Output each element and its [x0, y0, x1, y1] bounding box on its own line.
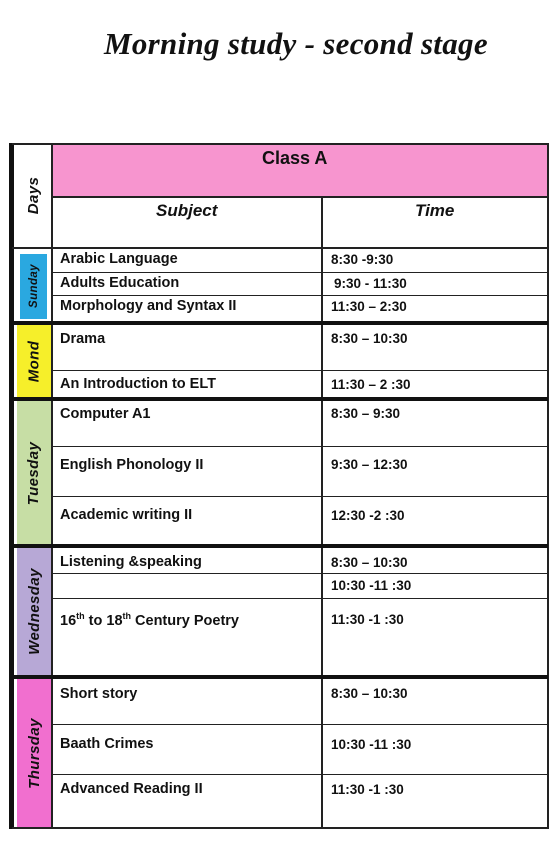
line-wed-1	[52, 573, 548, 574]
subject-cell: An Introduction to ELT	[60, 376, 216, 392]
time-cell: 9:30 – 12:30	[331, 457, 408, 472]
time-cell: 11:30 -1 :30	[331, 782, 404, 797]
day-sunday	[17, 250, 51, 322]
line-tue-2	[52, 496, 548, 497]
line-after-wednesday	[12, 675, 548, 679]
subject-cell: Baath Crimes	[60, 736, 154, 752]
time-col-border	[321, 197, 323, 829]
time-cell: 8:30 – 10:30	[331, 686, 408, 701]
day-monday	[17, 325, 51, 398]
line-below-class	[52, 196, 548, 198]
right-border	[547, 143, 549, 829]
subject-cell: Drama	[60, 331, 106, 347]
day-tuesday	[17, 401, 51, 545]
time-cell: 8:30 -9:30	[331, 252, 394, 267]
day-thursday	[17, 678, 51, 828]
bottom-border	[12, 827, 548, 829]
time-cell: 10:30 -11 :30	[331, 578, 412, 593]
day-wednesday	[17, 548, 51, 675]
day-label-monday: Mond	[25, 340, 43, 383]
subject-cell: Short story	[60, 686, 138, 702]
line-wed-2	[52, 598, 548, 599]
time-cell: 10:30 -11 :30	[331, 737, 412, 752]
line-sun-2	[52, 295, 548, 296]
days-header	[17, 143, 51, 247]
time-cell: 11:30 -1 :30	[331, 612, 404, 627]
subject-cell: Adults Education	[60, 275, 180, 291]
subject-cell: English Phonology II	[60, 457, 204, 473]
line-tue-1	[52, 446, 548, 447]
day-label-tuesday: Tuesday	[25, 441, 43, 505]
days-label: Days	[25, 176, 43, 214]
time-cell: 8:30 – 10:30	[331, 331, 408, 346]
subject-cell: Advanced Reading II	[60, 781, 203, 797]
line-after-monday	[12, 397, 548, 401]
top-border	[12, 143, 548, 145]
line-thu-2	[52, 774, 548, 775]
line-below-header	[12, 247, 548, 249]
time-header: Time	[415, 201, 455, 220]
subject-cell: Morphology and Syntax II	[60, 298, 237, 314]
subject-cell: Arabic Language	[60, 251, 178, 267]
subject-cell: Academic writing II	[60, 507, 193, 523]
time-cell: 11:30 – 2:30	[331, 299, 407, 314]
subject-cell: Listening &speaking	[60, 554, 202, 570]
day-label-thursday: Thursday	[25, 717, 43, 789]
day-label-wednesday: Wednesday	[25, 568, 43, 655]
line-thu-1	[52, 724, 548, 725]
time-cell: 11:30 – 2 :30	[331, 377, 411, 392]
class-label: Class A	[262, 148, 328, 168]
line-after-sunday	[12, 321, 548, 325]
line-after-tuesday	[12, 544, 548, 548]
line-sun-1	[52, 272, 548, 273]
time-cell: 9:30 - 11:30	[334, 276, 407, 291]
time-cell: 12:30 -2 :30	[331, 508, 405, 523]
line-mon-1	[52, 370, 548, 371]
subject-cell: Computer A1	[60, 406, 151, 422]
time-cell: 8:30 – 10:30	[331, 555, 408, 570]
subject-header: Subject	[156, 201, 218, 220]
left-border	[9, 143, 14, 829]
time-cell: 8:30 – 9:30	[331, 406, 401, 421]
day-label-sunday: Sunday	[28, 264, 40, 308]
page-title: Morning study - second stage	[104, 26, 488, 61]
subject-cell-poetry: 16th to 18th Century Poetry	[60, 611, 239, 629]
day-col-border	[51, 143, 53, 829]
